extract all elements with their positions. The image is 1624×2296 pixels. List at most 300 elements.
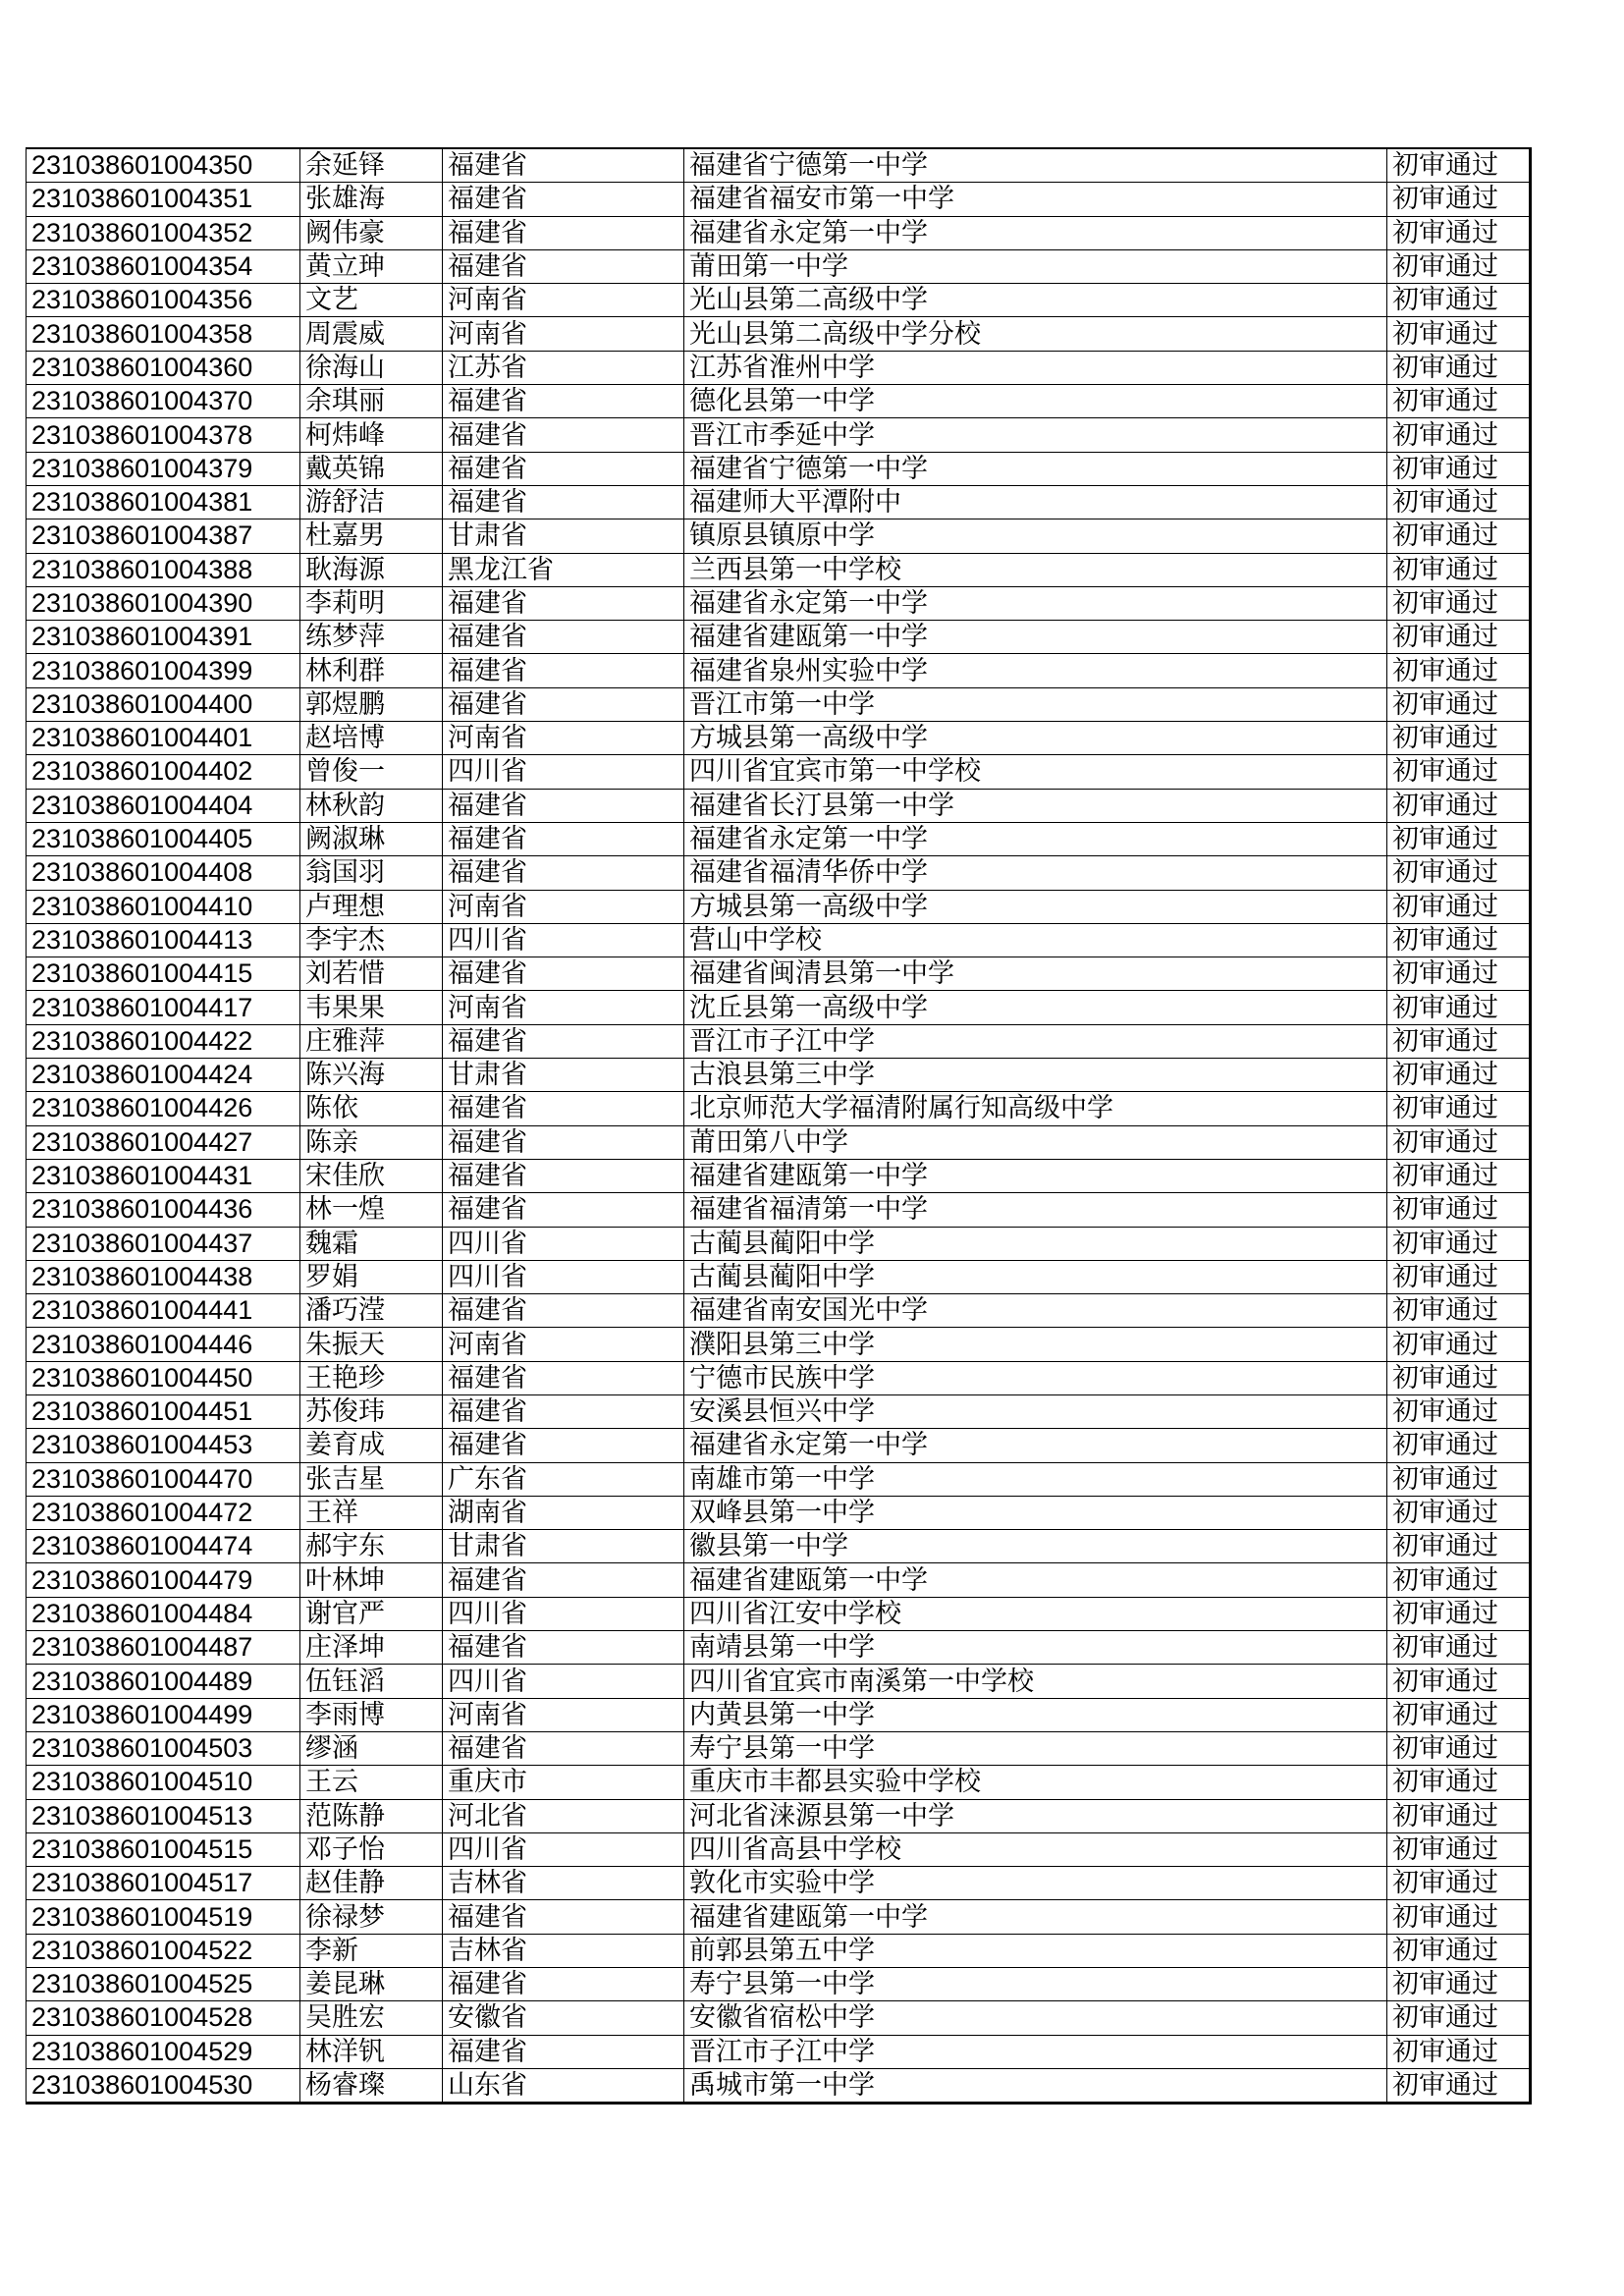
candidate-id-cell: 231038601004404 (27, 789, 300, 822)
status-cell: 初审通过 (1387, 1328, 1531, 1361)
name-cell: 缪涵 (300, 1731, 443, 1765)
status-cell: 初审通过 (1387, 519, 1531, 553)
candidate-id-cell: 231038601004453 (27, 1429, 300, 1462)
province-cell: 四川省 (443, 1260, 684, 1293)
school-cell: 福建省建瓯第一中学 (684, 1563, 1387, 1597)
table-row (27, 1867, 1531, 1900)
candidate-id-cell: 231038601004474 (27, 1530, 300, 1563)
status-cell: 初审通过 (1387, 1530, 1531, 1563)
status-cell: 初审通过 (1387, 284, 1531, 317)
province-cell: 福建省 (443, 418, 684, 452)
status-cell: 初审通过 (1387, 755, 1531, 789)
status-cell: 初审通过 (1387, 183, 1531, 216)
status-cell: 初审通过 (1387, 687, 1531, 721)
school-cell: 古蔺县蔺阳中学 (684, 1227, 1387, 1260)
candidate-id-cell: 231038601004525 (27, 1968, 300, 2001)
candidate-id-cell: 231038601004515 (27, 1832, 300, 1866)
province-cell: 福建省 (443, 1429, 684, 1462)
table-row (27, 1665, 1531, 1698)
table-row (27, 755, 1531, 789)
candidate-id-cell: 231038601004450 (27, 1361, 300, 1394)
school-cell: 福建省南安国光中学 (684, 1294, 1387, 1328)
name-cell: 庄泽坤 (300, 1631, 443, 1665)
table-row (27, 1024, 1531, 1058)
province-cell: 河南省 (443, 1698, 684, 1731)
province-cell: 福建省 (443, 1563, 684, 1597)
name-cell: 姜育成 (300, 1429, 443, 1462)
school-cell: 福建省福安市第一中学 (684, 183, 1387, 216)
school-cell: 福建省永定第一中学 (684, 216, 1387, 249)
status-cell: 初审通过 (1387, 1294, 1531, 1328)
candidate-id-cell: 231038601004356 (27, 284, 300, 317)
name-cell: 苏俊玮 (300, 1394, 443, 1428)
status-cell: 初审通过 (1387, 1462, 1531, 1496)
name-cell: 徐海山 (300, 351, 443, 384)
status-cell: 初审通过 (1387, 553, 1531, 586)
table-row (27, 1900, 1531, 1934)
status-cell: 初审通过 (1387, 2068, 1531, 2103)
school-cell: 徽县第一中学 (684, 1530, 1387, 1563)
status-cell: 初审通过 (1387, 485, 1531, 519)
school-cell: 福建省永定第一中学 (684, 1429, 1387, 1462)
province-cell: 福建省 (443, 789, 684, 822)
province-cell: 四川省 (443, 1832, 684, 1866)
candidate-id-cell: 231038601004451 (27, 1394, 300, 1428)
name-cell: 游舒洁 (300, 485, 443, 519)
school-cell: 四川省宜宾市第一中学校 (684, 755, 1387, 789)
school-cell: 南靖县第一中学 (684, 1631, 1387, 1665)
table-row (27, 1563, 1531, 1597)
school-cell: 濮阳县第三中学 (684, 1328, 1387, 1361)
status-cell: 初审通过 (1387, 1832, 1531, 1866)
province-cell: 福建省 (443, 822, 684, 855)
table-row (27, 890, 1531, 923)
table-row (27, 1597, 1531, 1630)
name-cell: 朱振天 (300, 1328, 443, 1361)
province-cell: 福建省 (443, 1159, 684, 1192)
candidate-id-cell: 231038601004472 (27, 1496, 300, 1529)
school-cell: 前郭县第五中学 (684, 1934, 1387, 1967)
name-cell: 徐禄梦 (300, 1900, 443, 1934)
table-row (27, 957, 1531, 991)
candidate-id-cell: 231038601004388 (27, 553, 300, 586)
province-cell: 福建省 (443, 687, 684, 721)
name-cell: 陈亲 (300, 1125, 443, 1159)
table-row (27, 586, 1531, 620)
name-cell: 罗娟 (300, 1260, 443, 1293)
status-cell: 初审通过 (1387, 1496, 1531, 1529)
name-cell: 张吉星 (300, 1462, 443, 1496)
candidate-id-cell: 231038601004489 (27, 1665, 300, 1698)
candidate-id-cell: 231038601004438 (27, 1260, 300, 1293)
candidate-id-cell: 231038601004417 (27, 991, 300, 1024)
province-cell: 福建省 (443, 216, 684, 249)
province-cell: 福建省 (443, 1024, 684, 1058)
status-cell: 初审通过 (1387, 586, 1531, 620)
province-cell: 福建省 (443, 1900, 684, 1934)
table-row (27, 553, 1531, 586)
table-row (27, 452, 1531, 485)
name-cell: 吴胜宏 (300, 2001, 443, 2035)
candidate-id-cell: 231038601004519 (27, 1900, 300, 1934)
status-cell: 初审通过 (1387, 1429, 1531, 1462)
province-cell: 湖南省 (443, 1496, 684, 1529)
school-cell: 晋江市子江中学 (684, 1024, 1387, 1058)
name-cell: 翁国羽 (300, 856, 443, 890)
school-cell: 古蔺县蔺阳中学 (684, 1260, 1387, 1293)
province-cell: 江苏省 (443, 351, 684, 384)
candidate-id-cell: 231038601004422 (27, 1024, 300, 1058)
status-cell: 初审通过 (1387, 216, 1531, 249)
table-row (27, 1328, 1531, 1361)
table-row (27, 1260, 1531, 1293)
school-cell: 福建省建瓯第一中学 (684, 621, 1387, 654)
school-cell: 晋江市季延中学 (684, 418, 1387, 452)
status-cell: 初审通过 (1387, 957, 1531, 991)
school-cell: 双峰县第一中学 (684, 1496, 1387, 1529)
status-cell: 初审通过 (1387, 1394, 1531, 1428)
school-cell: 河北省涞源县第一中学 (684, 1799, 1387, 1832)
table-row (27, 722, 1531, 755)
school-cell: 四川省江安中学校 (684, 1597, 1387, 1630)
province-cell: 甘肃省 (443, 519, 684, 553)
province-cell: 河南省 (443, 284, 684, 317)
table-row (27, 1394, 1531, 1428)
name-cell: 赵培博 (300, 722, 443, 755)
candidate-id-cell: 231038601004351 (27, 183, 300, 216)
school-cell: 安溪县恒兴中学 (684, 1394, 1387, 1428)
table-row (27, 2001, 1531, 2035)
province-cell: 福建省 (443, 856, 684, 890)
name-cell: 郭煜鹏 (300, 687, 443, 721)
province-cell: 福建省 (443, 1193, 684, 1227)
table-row (27, 249, 1531, 283)
candidate-id-cell: 231038601004379 (27, 452, 300, 485)
status-cell: 初审通过 (1387, 2035, 1531, 2068)
table-row (27, 789, 1531, 822)
table-row (27, 385, 1531, 418)
table-row (27, 1934, 1531, 1967)
school-cell: 安徽省宿松中学 (684, 2001, 1387, 2035)
province-cell: 福建省 (443, 1125, 684, 1159)
candidate-id-cell: 231038601004410 (27, 890, 300, 923)
table-row (27, 2068, 1531, 2103)
status-cell: 初审通过 (1387, 890, 1531, 923)
school-cell: 方城县第一高级中学 (684, 722, 1387, 755)
candidate-id-cell: 231038601004487 (27, 1631, 300, 1665)
province-cell: 福建省 (443, 957, 684, 991)
province-cell: 福建省 (443, 1631, 684, 1665)
candidate-id-cell: 231038601004517 (27, 1867, 300, 1900)
name-cell: 李宇杰 (300, 923, 443, 957)
school-cell: 沈丘县第一高级中学 (684, 991, 1387, 1024)
status-cell: 初审通过 (1387, 1361, 1531, 1394)
name-cell: 王祥 (300, 1496, 443, 1529)
candidate-id-cell: 231038601004352 (27, 216, 300, 249)
school-cell: 福建省福清华侨中学 (684, 856, 1387, 890)
school-cell: 福建省长汀县第一中学 (684, 789, 1387, 822)
table-row (27, 1092, 1531, 1125)
table-row (27, 1059, 1531, 1092)
name-cell: 周震威 (300, 317, 443, 351)
status-cell: 初审通过 (1387, 1092, 1531, 1125)
candidate-id-cell: 231038601004484 (27, 1597, 300, 1630)
province-cell: 四川省 (443, 1227, 684, 1260)
province-cell: 福建省 (443, 1968, 684, 2001)
province-cell: 甘肃省 (443, 1530, 684, 1563)
candidate-id-cell: 231038601004391 (27, 621, 300, 654)
school-cell: 福建省宁德第一中学 (684, 148, 1387, 183)
name-cell: 黄立珅 (300, 249, 443, 283)
table-row (27, 1832, 1531, 1866)
school-cell: 福建省福清第一中学 (684, 1193, 1387, 1227)
school-cell: 福建师大平潭附中 (684, 485, 1387, 519)
school-cell: 敦化市实验中学 (684, 1867, 1387, 1900)
candidate-id-cell: 231038601004528 (27, 2001, 300, 2035)
name-cell: 韦果果 (300, 991, 443, 1024)
province-cell: 福建省 (443, 385, 684, 418)
province-cell: 福建省 (443, 1731, 684, 1765)
school-cell: 重庆市丰都县实验中学校 (684, 1766, 1387, 1799)
name-cell: 伍钰滔 (300, 1665, 443, 1698)
candidate-id-cell: 231038601004378 (27, 418, 300, 452)
table-row (27, 148, 1531, 183)
status-cell: 初审通过 (1387, 1227, 1531, 1260)
name-cell: 李莉明 (300, 586, 443, 620)
candidate-id-cell: 231038601004470 (27, 1462, 300, 1496)
school-cell: 兰西县第一中学校 (684, 553, 1387, 586)
school-cell: 镇原县镇原中学 (684, 519, 1387, 553)
status-cell: 初审通过 (1387, 1059, 1531, 1092)
candidate-id-cell: 231038601004408 (27, 856, 300, 890)
school-cell: 古浪县第三中学 (684, 1059, 1387, 1092)
school-cell: 晋江市子江中学 (684, 2035, 1387, 2068)
table-row (27, 519, 1531, 553)
table-row (27, 923, 1531, 957)
candidate-id-cell: 231038601004530 (27, 2068, 300, 2103)
school-cell: 寿宁县第一中学 (684, 1731, 1387, 1765)
status-cell: 初审通过 (1387, 856, 1531, 890)
province-cell: 福建省 (443, 1361, 684, 1394)
school-cell: 光山县第二高级中学分校 (684, 317, 1387, 351)
name-cell: 杜嘉男 (300, 519, 443, 553)
candidate-id-cell: 231038601004513 (27, 1799, 300, 1832)
candidate-id-cell: 231038601004400 (27, 687, 300, 721)
status-cell: 初审通过 (1387, 1597, 1531, 1630)
province-cell: 四川省 (443, 755, 684, 789)
name-cell: 王艳珍 (300, 1361, 443, 1394)
table-row (27, 2035, 1531, 2068)
school-cell: 福建省泉州实验中学 (684, 654, 1387, 687)
school-cell: 方城县第一高级中学 (684, 890, 1387, 923)
status-cell: 初审通过 (1387, 991, 1531, 1024)
province-cell: 河南省 (443, 722, 684, 755)
province-cell: 河南省 (443, 1328, 684, 1361)
name-cell: 李雨博 (300, 1698, 443, 1731)
table-row (27, 822, 1531, 855)
school-cell: 禹城市第一中学 (684, 2068, 1387, 2103)
name-cell: 林利群 (300, 654, 443, 687)
table-row (27, 1731, 1531, 1765)
name-cell: 阙伟豪 (300, 216, 443, 249)
table-row (27, 1361, 1531, 1394)
school-cell: 莆田第八中学 (684, 1125, 1387, 1159)
province-cell: 福建省 (443, 2035, 684, 2068)
name-cell: 柯炜峰 (300, 418, 443, 452)
school-cell: 福建省闽清县第一中学 (684, 957, 1387, 991)
province-cell: 福建省 (443, 1294, 684, 1328)
table-row (27, 1294, 1531, 1328)
name-cell: 林一煌 (300, 1193, 443, 1227)
school-cell: 德化县第一中学 (684, 385, 1387, 418)
school-cell: 福建省建瓯第一中学 (684, 1900, 1387, 1934)
table-row (27, 621, 1531, 654)
school-cell: 福建省永定第一中学 (684, 586, 1387, 620)
province-cell: 吉林省 (443, 1934, 684, 1967)
candidate-id-cell: 231038601004402 (27, 755, 300, 789)
name-cell: 练梦萍 (300, 621, 443, 654)
province-cell: 广东省 (443, 1462, 684, 1496)
status-cell: 初审通过 (1387, 148, 1531, 183)
candidate-id-cell: 231038601004370 (27, 385, 300, 418)
applicant-table (26, 147, 1532, 2105)
province-cell: 福建省 (443, 249, 684, 283)
candidate-id-cell: 231038601004360 (27, 351, 300, 384)
name-cell: 余延铎 (300, 148, 443, 183)
province-cell: 吉林省 (443, 1867, 684, 1900)
name-cell: 卢理想 (300, 890, 443, 923)
candidate-id-cell: 231038601004479 (27, 1563, 300, 1597)
table-row (27, 418, 1531, 452)
table-row (27, 1496, 1531, 1529)
name-cell: 范陈静 (300, 1799, 443, 1832)
status-cell: 初审通过 (1387, 822, 1531, 855)
status-cell: 初审通过 (1387, 1766, 1531, 1799)
candidate-id-cell: 231038601004436 (27, 1193, 300, 1227)
province-cell: 河北省 (443, 1799, 684, 1832)
province-cell: 福建省 (443, 654, 684, 687)
status-cell: 初审通过 (1387, 722, 1531, 755)
province-cell: 福建省 (443, 183, 684, 216)
name-cell: 魏霜 (300, 1227, 443, 1260)
table-row (27, 1968, 1531, 2001)
table-row (27, 1766, 1531, 1799)
candidate-id-cell: 231038601004415 (27, 957, 300, 991)
candidate-id-cell: 231038601004390 (27, 586, 300, 620)
school-cell: 宁德市民族中学 (684, 1361, 1387, 1394)
province-cell: 福建省 (443, 586, 684, 620)
name-cell: 宋佳欣 (300, 1159, 443, 1192)
status-cell: 初审通过 (1387, 351, 1531, 384)
status-cell: 初审通过 (1387, 1159, 1531, 1192)
school-cell: 四川省宜宾市南溪第一中学校 (684, 1665, 1387, 1698)
candidate-id-cell: 231038601004401 (27, 722, 300, 755)
candidate-id-cell: 231038601004387 (27, 519, 300, 553)
candidate-id-cell: 231038601004431 (27, 1159, 300, 1192)
province-cell: 福建省 (443, 621, 684, 654)
candidate-id-cell: 231038601004358 (27, 317, 300, 351)
province-cell: 山东省 (443, 2068, 684, 2103)
table-row (27, 485, 1531, 519)
status-cell: 初审通过 (1387, 1563, 1531, 1597)
status-cell: 初审通过 (1387, 1631, 1531, 1665)
name-cell: 潘巧滢 (300, 1294, 443, 1328)
province-cell: 福建省 (443, 1092, 684, 1125)
candidate-id-cell: 231038601004529 (27, 2035, 300, 2068)
school-cell: 福建省永定第一中学 (684, 822, 1387, 855)
candidate-id-cell: 231038601004413 (27, 923, 300, 957)
table-row (27, 284, 1531, 317)
status-cell: 初审通过 (1387, 1193, 1531, 1227)
candidate-id-cell: 231038601004426 (27, 1092, 300, 1125)
province-cell: 福建省 (443, 148, 684, 183)
name-cell: 刘若惜 (300, 957, 443, 991)
table-row (27, 687, 1531, 721)
name-cell: 曾俊一 (300, 755, 443, 789)
name-cell: 林秋韵 (300, 789, 443, 822)
table-row (27, 1159, 1531, 1192)
status-cell: 初审通过 (1387, 1698, 1531, 1731)
province-cell: 福建省 (443, 485, 684, 519)
table-row (27, 1429, 1531, 1462)
candidate-id-cell: 231038601004405 (27, 822, 300, 855)
table-row (27, 1530, 1531, 1563)
province-cell: 河南省 (443, 317, 684, 351)
status-cell: 初审通过 (1387, 1900, 1531, 1934)
province-cell: 安徽省 (443, 2001, 684, 2035)
table-row (27, 1462, 1531, 1496)
table-row (27, 1227, 1531, 1260)
name-cell: 戴英锦 (300, 452, 443, 485)
province-cell: 四川省 (443, 1597, 684, 1630)
name-cell: 阙淑琳 (300, 822, 443, 855)
candidate-id-cell: 231038601004350 (27, 148, 300, 183)
name-cell: 王云 (300, 1766, 443, 1799)
status-cell: 初审通过 (1387, 1024, 1531, 1058)
name-cell: 叶林坤 (300, 1563, 443, 1597)
name-cell: 邓子怡 (300, 1832, 443, 1866)
status-cell: 初审通过 (1387, 1125, 1531, 1159)
status-cell: 初审通过 (1387, 654, 1531, 687)
status-cell: 初审通过 (1387, 1968, 1531, 2001)
school-cell: 光山县第二高级中学 (684, 284, 1387, 317)
table-row (27, 351, 1531, 384)
province-cell: 四川省 (443, 1665, 684, 1698)
status-cell: 初审通过 (1387, 789, 1531, 822)
status-cell: 初审通过 (1387, 1799, 1531, 1832)
province-cell: 河南省 (443, 890, 684, 923)
name-cell: 庄雅萍 (300, 1024, 443, 1058)
table-row (27, 1631, 1531, 1665)
candidate-id-cell: 231038601004427 (27, 1125, 300, 1159)
candidate-id-cell: 231038601004354 (27, 249, 300, 283)
name-cell: 赵佳静 (300, 1867, 443, 1900)
name-cell: 谢官严 (300, 1597, 443, 1630)
table-row (27, 991, 1531, 1024)
status-cell: 初审通过 (1387, 418, 1531, 452)
candidate-id-cell: 231038601004381 (27, 485, 300, 519)
school-cell: 四川省高县中学校 (684, 1832, 1387, 1866)
school-cell: 莆田第一中学 (684, 249, 1387, 283)
name-cell: 张雄海 (300, 183, 443, 216)
school-cell: 内黄县第一中学 (684, 1698, 1387, 1731)
status-cell: 初审通过 (1387, 1260, 1531, 1293)
applicant-table-body (27, 148, 1531, 2104)
province-cell: 福建省 (443, 452, 684, 485)
table-row (27, 1193, 1531, 1227)
table-row (27, 317, 1531, 351)
school-cell: 福建省宁德第一中学 (684, 452, 1387, 485)
